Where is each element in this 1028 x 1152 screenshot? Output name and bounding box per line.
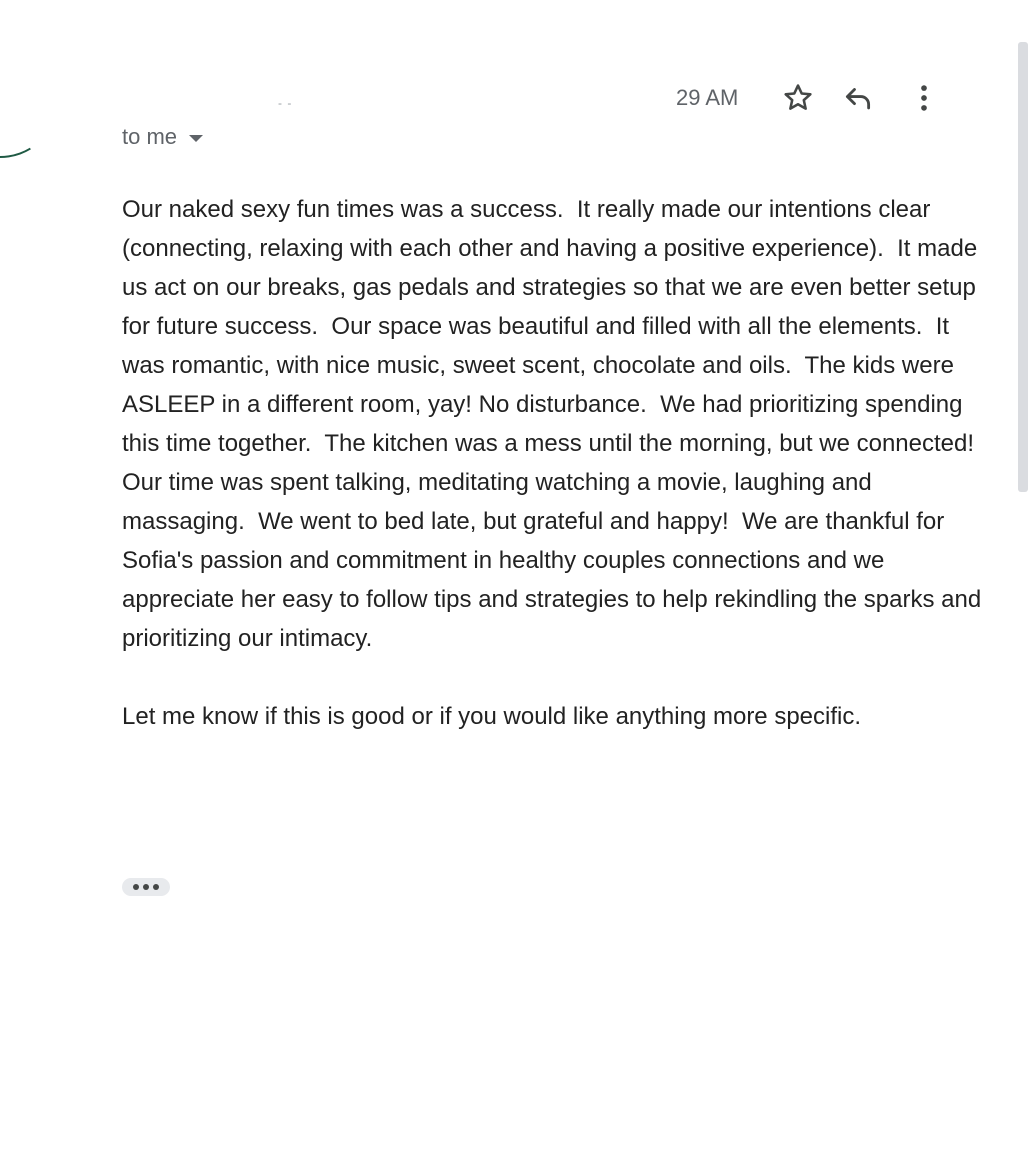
ellipsis-icon: [153, 884, 159, 890]
more-vertical-icon: [907, 81, 941, 115]
reply-button[interactable]: [838, 78, 878, 118]
message-header-actions: [676, 78, 944, 118]
show-trimmed-content-button[interactable]: [122, 878, 170, 896]
star-outline-icon: [781, 81, 815, 115]
star-button[interactable]: [778, 78, 818, 118]
message-body: [122, 190, 992, 736]
more-options-button[interactable]: [904, 78, 944, 118]
scrollbar-thumb[interactable]: [1018, 42, 1028, 492]
sender-avatar[interactable]: [0, 25, 73, 170]
ellipsis-icon: [143, 884, 149, 890]
reply-icon: [841, 81, 875, 115]
recipient-details-toggle[interactable]: [122, 124, 203, 150]
caret-down-icon: [189, 135, 203, 142]
ellipsis-icon: [133, 884, 139, 890]
message-timestamp: 29 AM: [676, 85, 739, 110]
recipient-label: to me: [122, 124, 178, 149]
message-paragraph: Let me know if this is good or if you would like anything more specific.: [122, 703, 862, 730]
message-paragraph: Our naked sexy fun times was a success. It really made our intentions clear (connecting, relaxing with each other and having a positive experience). It made us act on our breaks, gas pedals and strategies so that we are even better setup for future success. Our space was beautiful and filled with all the elements. It was romantic, with nice music, sweet scent, chocolate and oils. The kids were ASLEEP in a different room, yay! No disturbance. We had prioritizing spending this time together. The kitchen was a mess until the morning, but we connected! Our time was spent talking, meditating watching a movie, laughing and massaging. We went to bed late, but grateful and happy! We are thankful for Sofia's passion and commitment in healthy couples connections and we appreciate her easy to follow tips and strategies to help rekindling the sparks and prioritizing our intimacy.: [122, 196, 988, 652]
sender-name: - -: [278, 96, 293, 110]
